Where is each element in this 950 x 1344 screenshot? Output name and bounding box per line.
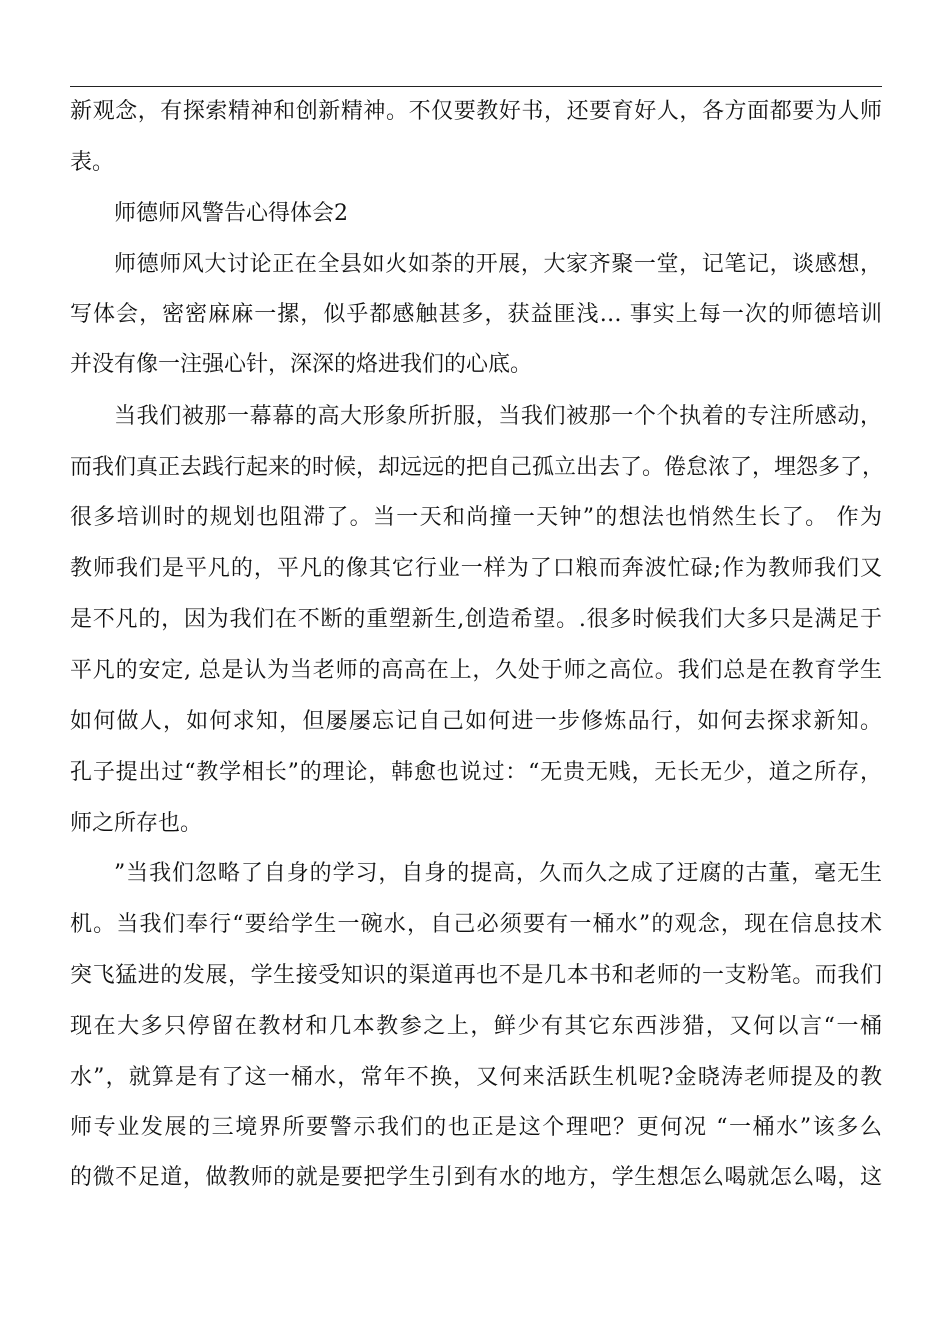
text-line: 表。 [70, 150, 115, 175]
text-line: 突飞猛进的发展，学生接受知识的渠道再也不是几本书和老师的一支粉笔。而我们 [70, 963, 882, 988]
section-heading: 师德师风警告心得体会2 [114, 201, 348, 226]
text-line: 平凡的安定, 总是认为当老师的高高在上，久处于师之高位。我们总是在教育学生 [70, 658, 882, 683]
text-line: 的微不足道，做教师的就是要把学生引到有水的地方，学生想怎么喝就怎么喝，这 [70, 1165, 882, 1190]
text-line: 新观念，有探索精神和创新精神。不仅要教好书，还要育好人，各方面都要为人师 [70, 99, 882, 124]
text-line: 写体会，密密麻麻一摞，似乎都感触甚多，获益匪浅… 事实上每一次的师德培训 [70, 302, 882, 327]
text-line: 而我们真正去践行起来的时候，却远远的把自己孤立出去了。倦怠浓了，埋怨多了， [70, 455, 885, 480]
text-line: 水”，就算是有了这一桶水，常年不换，又何来活跃生机呢?金晓涛老师提及的教 [70, 1065, 882, 1090]
text-line: 师之所存也。 [70, 811, 203, 836]
text-line: 如何做人，如何求知，但屡屡忘记自己如何进一步修炼品行，如何去探求新知。 [70, 709, 882, 734]
text-line: 孔子提出过“教学相长”的理论，韩愈也说过：“无贵无贱，无长无少，道之所存， [70, 760, 882, 785]
header-rule [70, 86, 882, 87]
text-line: 教师我们是平凡的，平凡的像其它行业一样为了口粮而奔波忙碌;作为教师我们又 [70, 556, 882, 581]
text-line: 机。当我们奉行“要给学生一碗水，自己必须要有一桶水”的观念，现在信息技术 [70, 912, 882, 937]
text-line: 现在大多只停留在教材和几本教参之上，鲜少有其它东西涉猎，又何以言“一桶 [70, 1014, 882, 1039]
text-line: 师专业发展的三境界所要警示我们的也正是这个理吧？更何况 “一桶水”该多么 [70, 1115, 882, 1140]
text-line: 是不凡的，因为我们在不断的重塑新生,创造希望。.很多时候我们大多只是满足于 [70, 607, 882, 632]
text-line: 并没有像一注强心针，深深的烙进我们的心底。 [70, 352, 533, 377]
text-line: 当我们被那一幕幕的高大形象所折服，当我们被那一个个执着的专注所感动， [114, 404, 882, 429]
text-line: ”当我们忽略了自身的学习，自身的提高，久而久之成了迂腐的古董，毫无生 [114, 861, 882, 886]
text-line: 很多培训时的规划也阻滞了。当一天和尚撞一天钟”的想法也悄然生长了。 作为 [70, 505, 882, 530]
text-line: 师德师风大讨论正在全县如火如荼的开展，大家齐聚一堂，记笔记，谈感想， [114, 252, 882, 277]
